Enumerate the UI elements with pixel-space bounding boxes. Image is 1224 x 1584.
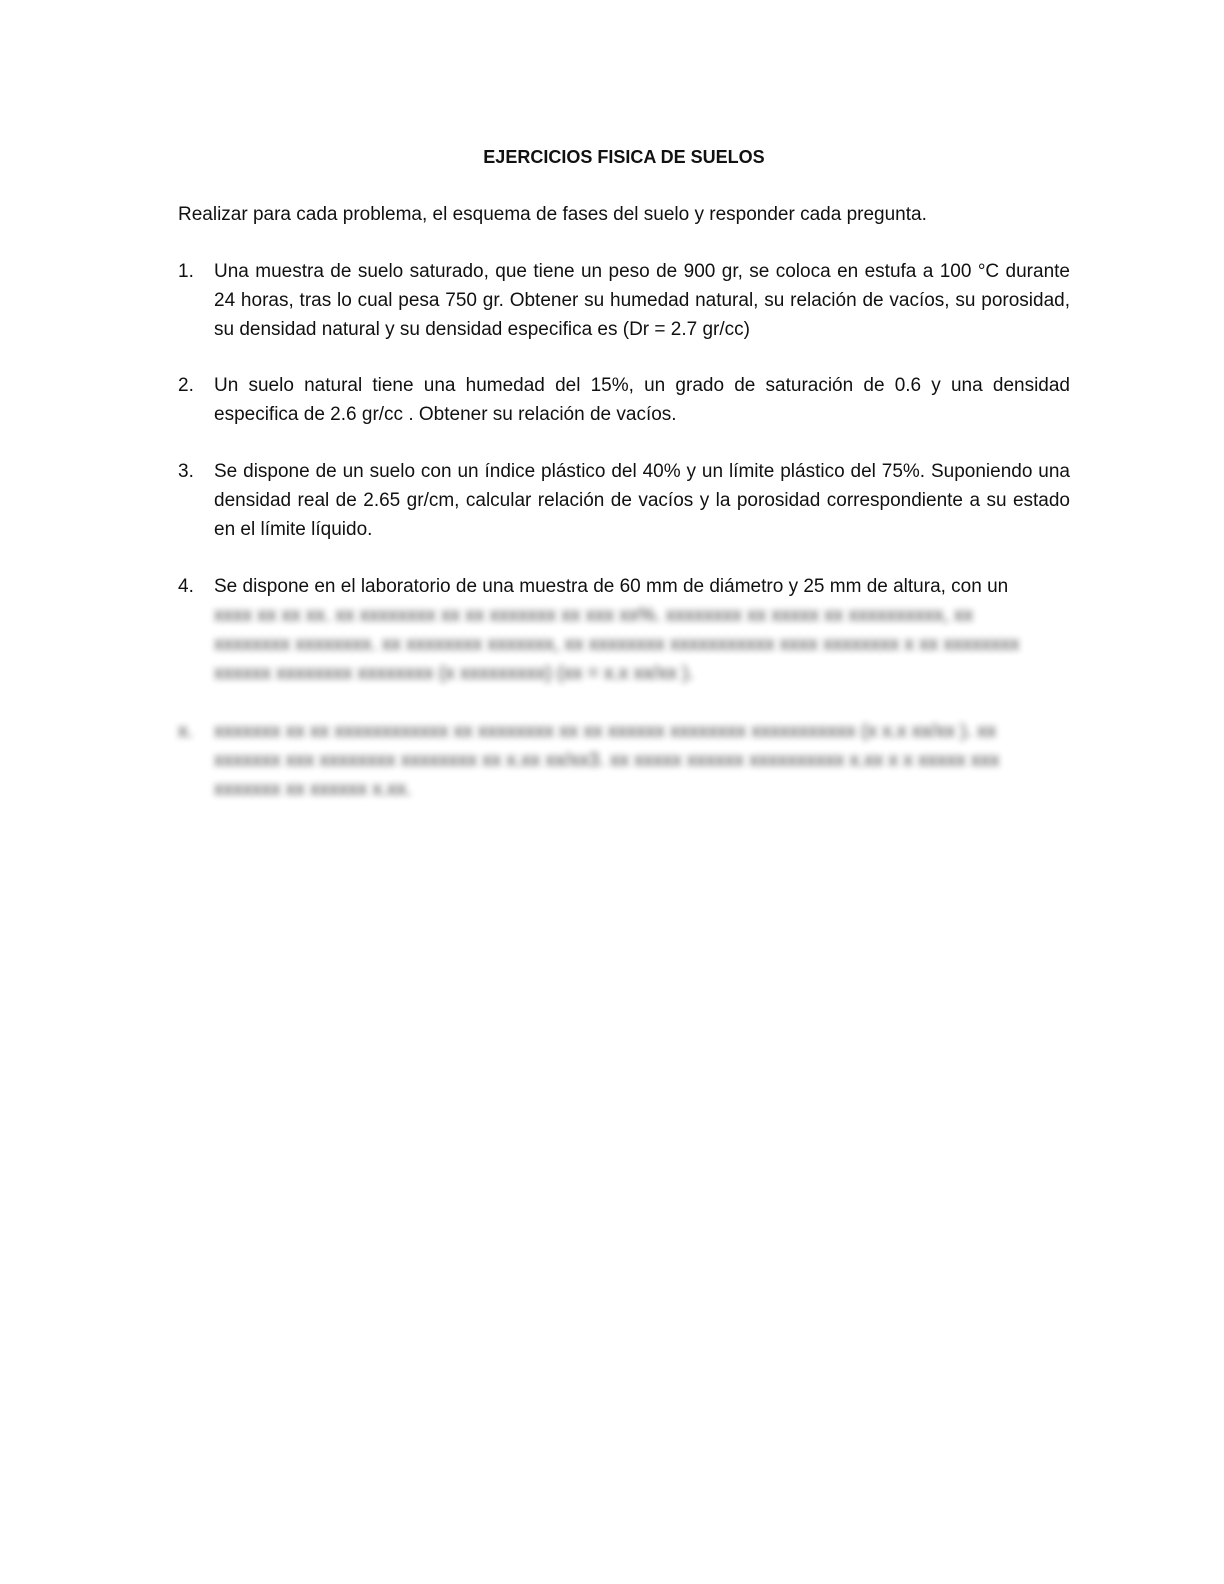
exercise-number: 1. [178,261,194,282]
blurred-line: xxxxxxxx xxxxxxxx. xx xxxxxxxx xxxxxxx, xx xxxxxxxx xxxxxxxxxxx xxxx xxxxxxxx x xx xxxxxxxx [214,634,1020,655]
exercise-number: 2. [178,375,194,396]
document-intro: Realizar para cada problema, el esquema de fases del suelo y responder cada pregunta. [178,204,927,225]
exercise-item [178,717,1070,804]
exercise-number: 3. [178,461,194,482]
exercise-item [178,257,1070,344]
blurred-line: xxxxxx xxxxxxxx xxxxxxxx (x xxxxxxxxx) (xx = x.x xx/xx ). [214,663,694,684]
exercise-text: Una muestra de suelo saturado, que tiene un peso de 900 gr, se coloca en estufa a 100 °C durante 24 horas, tras lo cual pesa 750 gr. Obtener su humedad natural, su relación de vacíos, su porosidad, su densidad natural y su densidad especifica es (Dr = 2.7 gr/cc) [214,261,1070,340]
exercise-item [178,457,1070,544]
exercise-text: Se dispone de un suelo con un índice plástico del 40% y un límite plástico del 75%. Suponiendo una densidad real de 2.65 gr/cm, calcular relación de vacíos y la porosidad correspondiente a su estado en el límite líquido. [214,461,1070,540]
exercise-number-blurred: x. [178,721,193,742]
blurred-line: xxxx xx xx xx. xx xxxxxxxx xx xx xxxxxxx xx xxx xx%. xxxxxxxx xx xxxxx xx xxxxxxxxxx, xx [214,605,973,626]
blurred-line: xxxxxxx xxx xxxxxxxx xxxxxxxx xx x.xx xx/xx3. xx xxxxx xxxxxx xxxxxxxxxx x.xx x x xxxxx xxx [214,750,1000,771]
exercise-text: Un suelo natural tiene una humedad del 15%, un grado de saturación de 0.6 y una densidad especifica de 2.6 gr/cc . Obtener su relación de vacíos. [214,375,1070,425]
exercise-number: 4. [178,576,194,597]
exercise-item [178,371,1070,429]
blurred-line: xxxxxxx xx xxxxxx x.xx. [214,779,412,800]
exercise-item [178,572,1070,688]
document-title: EJERCICIOS FISICA DE SUELOS [483,147,765,167]
blurred-line: xxxxxxx xx xx xxxxxxxxxxxx xx xxxxxxxx xx xx xxxxxx xxxxxxxx xxxxxxxxxxx (x x.x xx/xx ). xx [214,721,997,742]
blurred-text-block [178,601,1070,688]
blurred-text-block [178,717,1070,804]
exercise-text: Se dispone en el laboratorio de una muestra de 60 mm de diámetro y 25 mm de altura, con un [214,576,1009,597]
